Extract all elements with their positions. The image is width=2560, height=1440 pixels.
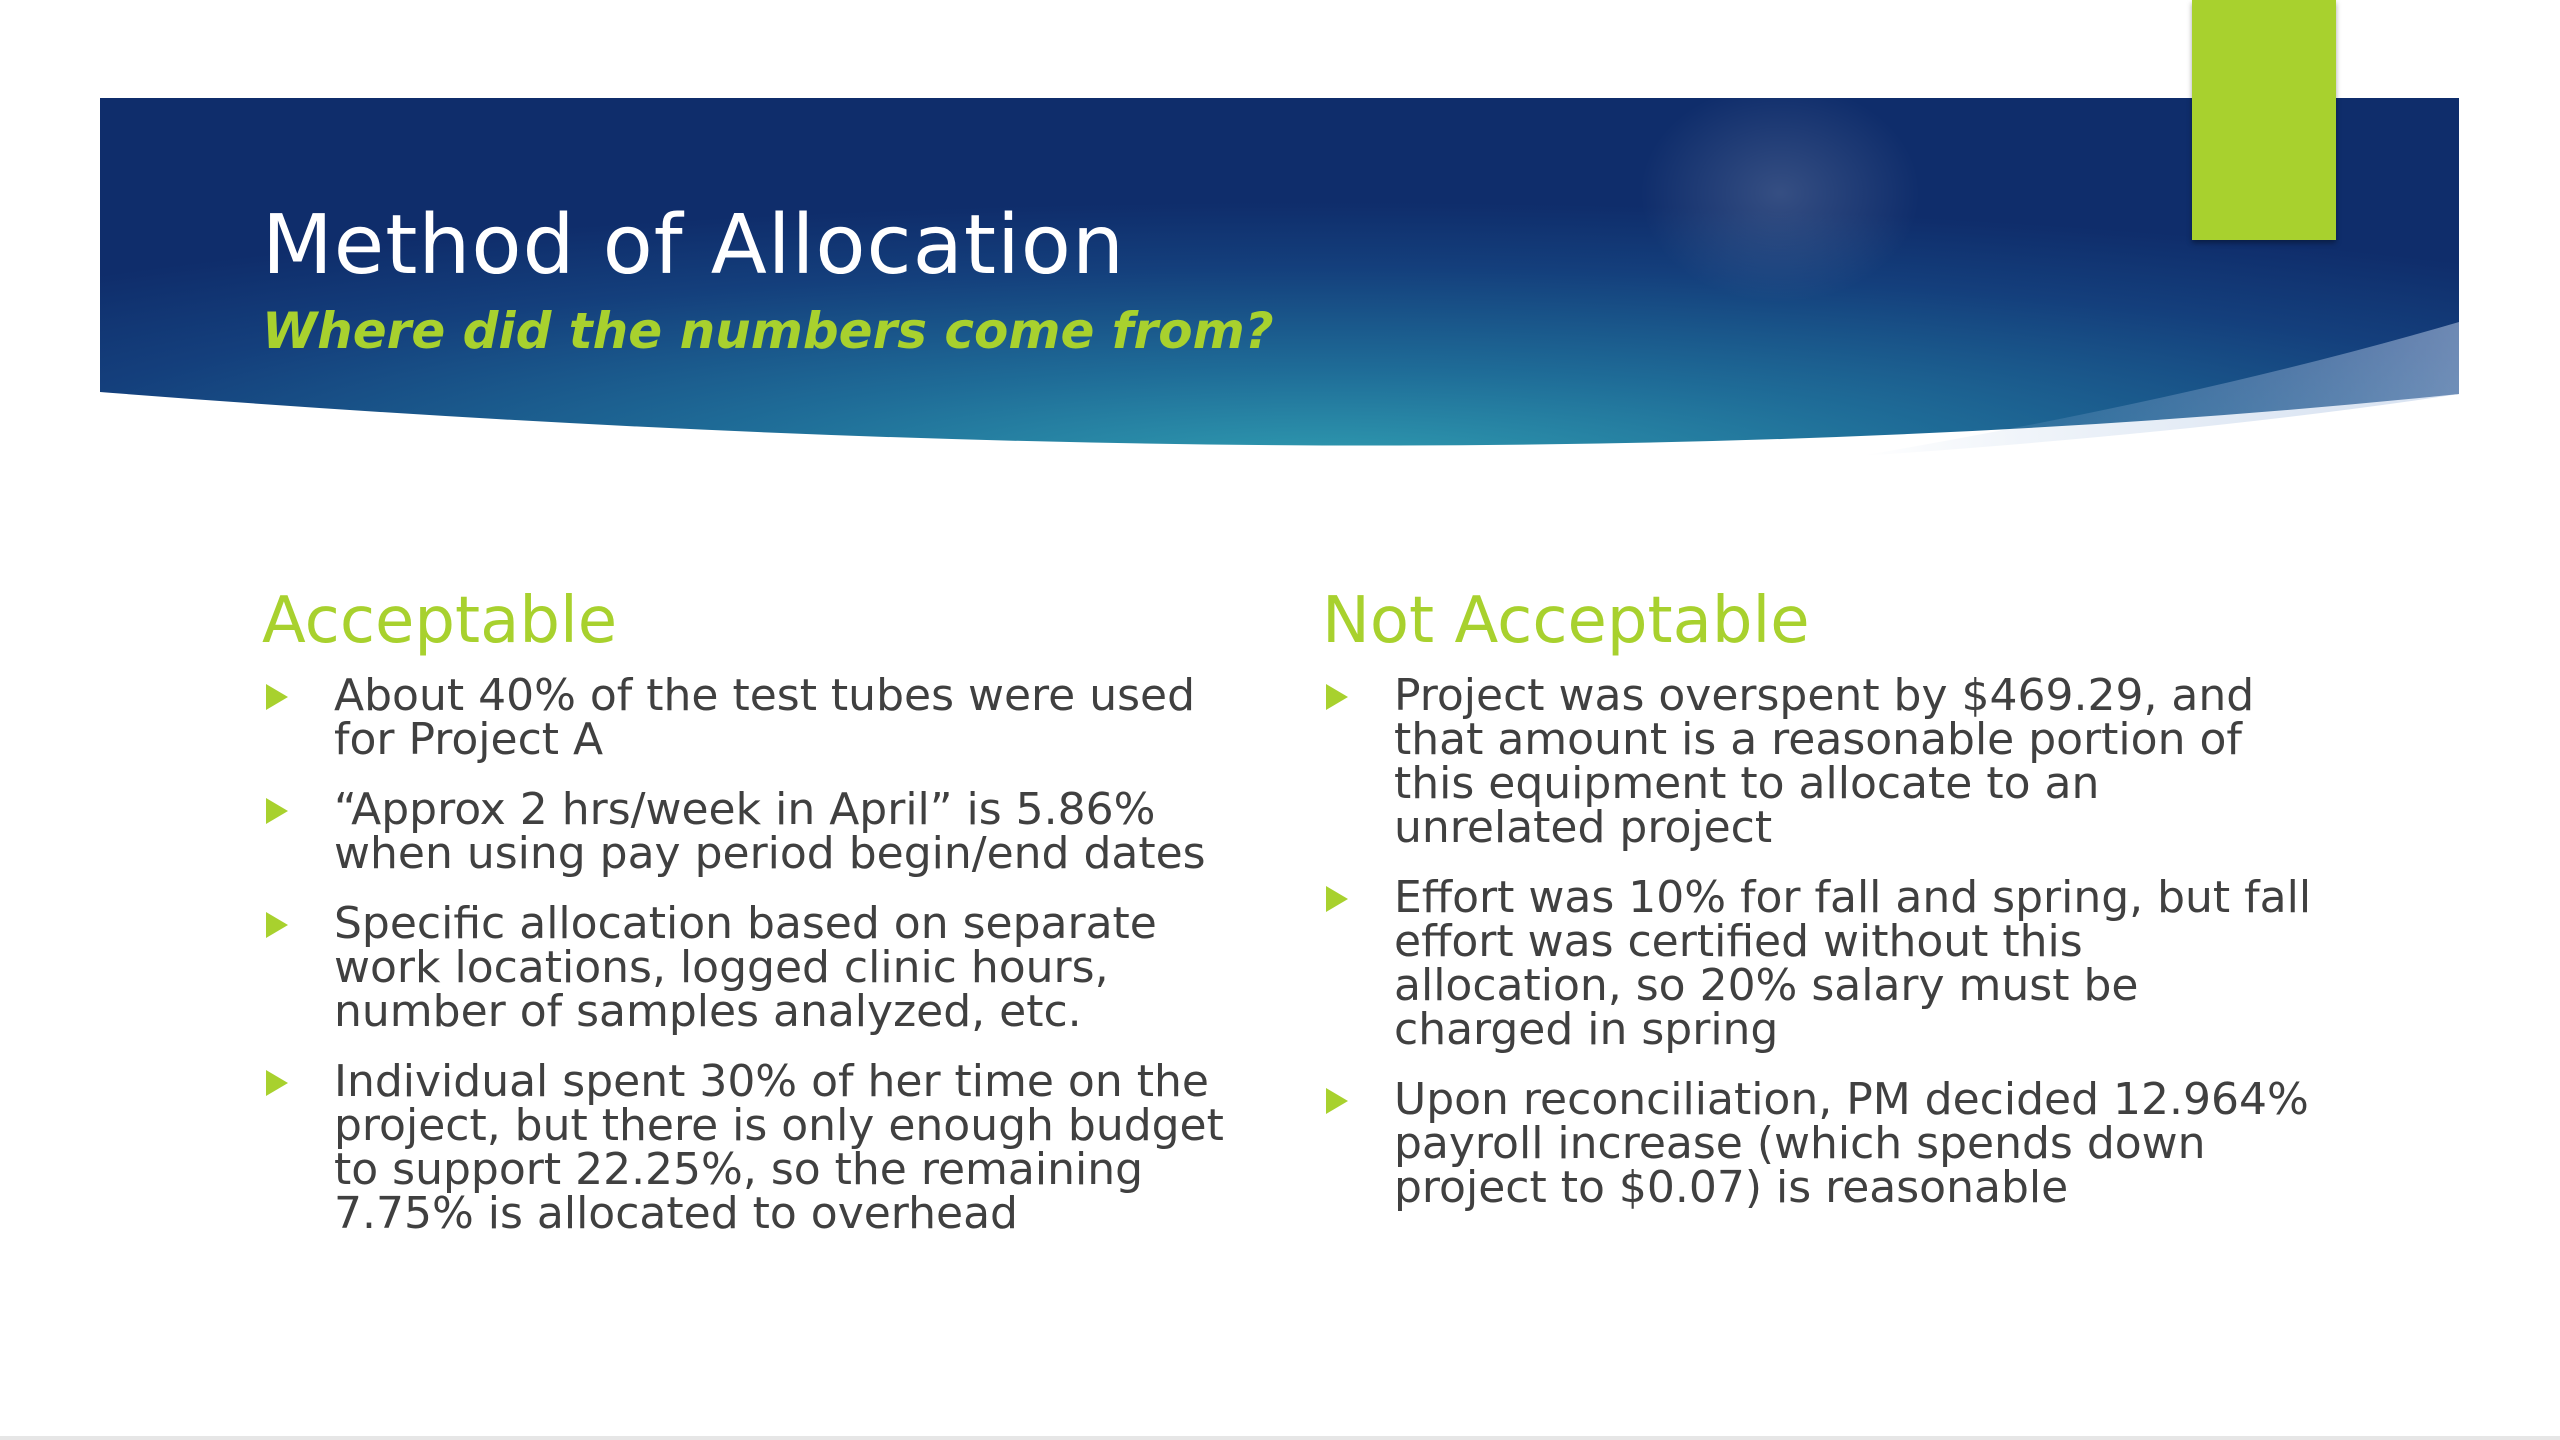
slide-title: Method of Allocation bbox=[262, 198, 1125, 293]
arrow-bullet-icon bbox=[1326, 1088, 1348, 1114]
not-acceptable-heading: Not Acceptable bbox=[1322, 584, 1810, 658]
arrow-bullet-icon bbox=[266, 798, 288, 824]
acceptable-heading: Acceptable bbox=[262, 584, 618, 658]
bullet-text: Specific allocation based on separate work locations, logged clinic hours, number of samples analyzed, etc. bbox=[334, 898, 1157, 1037]
slide-subtitle: Where did the numbers come from? bbox=[262, 302, 1274, 360]
bullet-text: Individual spent 30% of her time on the project, but there is only enough budget to support 22.25%, so the remaining 7.75% is allocated to overhead bbox=[334, 1056, 1224, 1239]
arrow-bullet-icon bbox=[1326, 886, 1348, 912]
list-item bbox=[1322, 670, 2322, 853]
list-item bbox=[262, 1056, 1262, 1239]
bullet-text: Upon reconciliation, PM decided 12.964% payroll increase (which spends down project to $0.07) is reasonable bbox=[1394, 1074, 2309, 1213]
bullet-text: Effort was 10% for fall and spring, but fall effort was certified without this allocation, so 20% salary must be charged in spring bbox=[1394, 872, 2312, 1055]
accent-tab bbox=[2192, 0, 2336, 240]
bullet-text: About 40% of the test tubes were used for Project A bbox=[334, 670, 1196, 765]
list-item bbox=[262, 784, 1262, 879]
not-acceptable-column bbox=[1322, 582, 2322, 1236]
arrow-bullet-icon bbox=[266, 684, 288, 710]
list-item bbox=[1322, 1074, 2322, 1213]
list-item bbox=[1322, 872, 2322, 1055]
acceptable-list bbox=[262, 670, 1262, 1239]
not-acceptable-list bbox=[1322, 670, 2322, 1213]
bullet-text: Project was overspent by $469.29, and that amount is a reasonable portion of this equipment to allocate to an unrelated project bbox=[1394, 670, 2255, 853]
list-item bbox=[262, 670, 1262, 765]
list-item bbox=[262, 898, 1262, 1037]
bullet-text: “Approx 2 hrs/week in April” is 5.86% when using pay period begin/end dates bbox=[334, 784, 1206, 879]
arrow-bullet-icon bbox=[266, 912, 288, 938]
slide-bottom-edge bbox=[0, 1436, 2560, 1440]
arrow-bullet-icon bbox=[1326, 684, 1348, 710]
acceptable-column bbox=[262, 582, 1262, 1262]
arrow-bullet-icon bbox=[266, 1070, 288, 1096]
